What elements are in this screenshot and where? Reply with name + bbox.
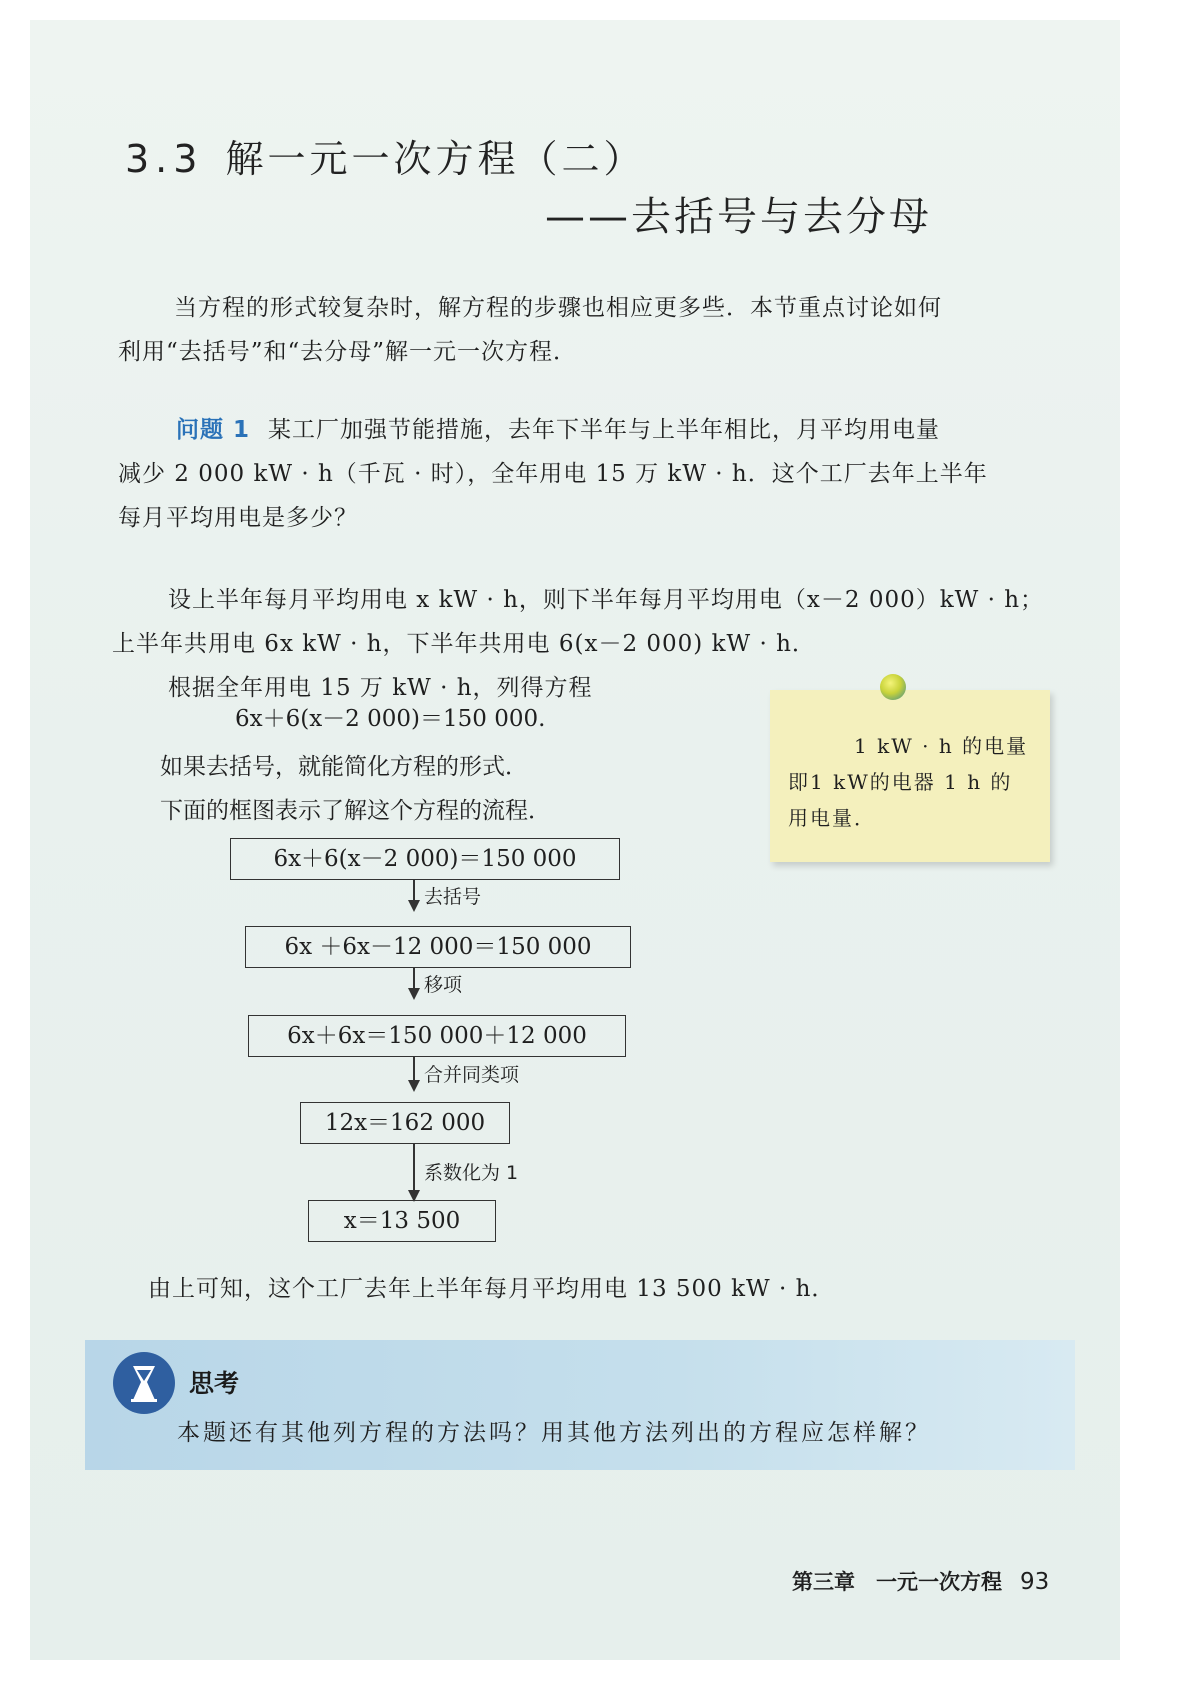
flow-label-4: 系数化为 1: [424, 1162, 519, 1184]
flow-step-5: x＝13 500: [308, 1200, 496, 1242]
note-line-3: 用电量．: [788, 806, 876, 830]
flow-label-3: 合并同类项: [424, 1064, 520, 1086]
arrow-down-icon: [408, 1080, 420, 1092]
problem-label: 问题 1: [176, 417, 251, 443]
flow-step-3: 6x＋6x＝150 000＋12 000: [248, 1015, 626, 1057]
arrow-down-icon: [408, 988, 420, 1000]
flow-step-4: 12x＝162 000: [300, 1102, 510, 1144]
setup-line-1: 设上半年每月平均用电 x kW · h，则下半年每月平均用电（x－2 000）kW · h；: [168, 587, 1045, 613]
problem-line-2: 减少 2 000 kW · h（千瓦 · 时），全年用电 15 万 kW · h．这个工厂去年上半年: [118, 461, 988, 487]
flow-label-1: 去括号: [424, 886, 482, 908]
setup-line-2: 上半年共用电 6x kW · h，下半年共用电 6(x－2 000) kW · h．: [112, 631, 816, 657]
problem-line-3: 每月平均用电是多少？: [118, 505, 358, 531]
main-equation: 6x＋6(x－2 000)＝150 000.: [235, 706, 546, 732]
section-title-text: 解一元一次方程（二）: [225, 137, 646, 181]
thinker-icon: [113, 1352, 175, 1414]
flow-step-2: 6x ＋6x－12 000＝150 000: [245, 926, 631, 968]
sticky-note: [770, 690, 1050, 862]
setup-line-5: 下面的框图表示了解这个方程的流程．: [160, 798, 551, 824]
setup-line-3: 根据全年用电 15 万 kW · h，列得方程: [168, 675, 593, 701]
pin-icon: [880, 674, 906, 700]
intro-paragraph: [118, 286, 1048, 374]
section-title: [125, 128, 645, 183]
flow-arrow-4: [413, 1143, 415, 1193]
page-number: 93: [1020, 1569, 1050, 1595]
setup-line-4: 如果去括号，就能简化方程的形式．: [160, 754, 528, 780]
section-subtitle: ——去括号与去分母: [545, 194, 932, 240]
note-text: [788, 728, 1038, 836]
intro-line-2: 利用“去括号”和“去分母”解一元一次方程．: [118, 339, 578, 365]
arrow-down-icon: [408, 900, 420, 912]
problem-paragraph: [118, 408, 1048, 540]
intro-line-1: 当方程的形式较复杂时，解方程的步骤也相应更多些．本节重点讨论如何: [174, 295, 942, 321]
section-number: 3.3: [125, 137, 204, 181]
conclusion-text: 由上可知，这个工厂去年上半年每月平均用电 13 500 kW · h．: [148, 1276, 836, 1302]
note-line-1: 1 kW · h 的电量: [854, 734, 1029, 758]
think-box: [85, 1340, 1075, 1470]
chapter-title: 第三章 一元一次方程: [792, 1570, 1002, 1594]
think-label: 思考: [189, 1369, 240, 1398]
note-line-2: 即1 kW的电器 1 h 的: [788, 770, 1013, 794]
flow-step-1: 6x＋6(x－2 000)＝150 000: [230, 838, 620, 880]
think-question: 本题还有其他列方程的方法吗？用其他方法列出的方程应怎样解？: [177, 1420, 931, 1446]
flow-label-2: 移项: [424, 974, 463, 996]
problem-line-1: 某工厂加强节能措施，去年下半年与上半年相比，月平均用电量: [268, 417, 941, 443]
page-footer: [792, 1566, 1049, 1596]
flow-arrow-3: [413, 1056, 415, 1082]
